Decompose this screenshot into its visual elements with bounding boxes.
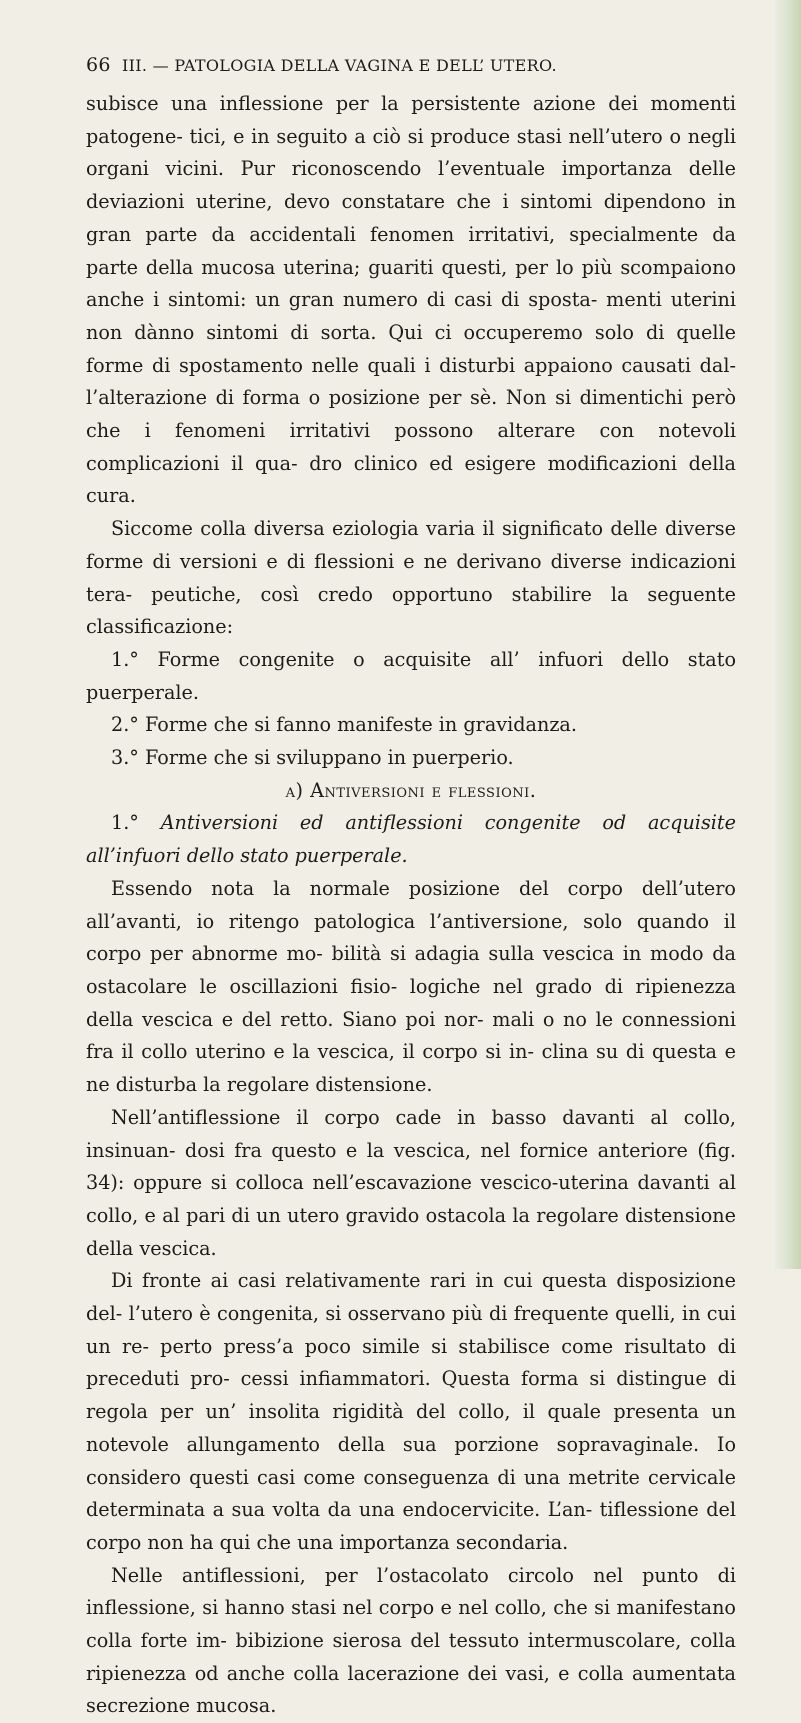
paragraph-1: subisce una inflessione per la persistente azione dei momenti patogene- tici, e in seguito a ciò si produce stasi nell’utero o negli organi vicini. Pur riconoscendo l’eventuale importanza delle deviazioni uterine, devo constatare che i sintomi dipendono in gran parte da accidentali fenomen irritativi, specialmente da parte della mucosa uterina; guariti questi, per lo più scompaiono anche i sintomi: un gran numero di casi di sposta- menti uterini non dànno sintomi di sorta. Qui ci occuperemo solo di quelle forme di spostamento nelle quali i disturbi appaiono causati dal- l’alterazione di forma o posizione per sè. Non si dimentichi però che i fenomeni irritativi possono alterare con notevoli complicazioni il qua- dro clinico ed esigere modificazioni della cura.: [86, 92, 736, 508]
list-item-2: 2.° Forme che si fanno manifeste in gravidanza.: [111, 713, 577, 737]
paragraph-2: Siccome colla diversa eziologia varia il significato delle diverse forme di versioni e di flessioni e ne derivano diverse indicazioni tera- peutiche, così credo opportuno stabilire la seguente classificazione:: [86, 517, 736, 639]
list-item-1: 1.° Forme congenite o acquisite all’ infuori dello stato puerperale.: [86, 647, 736, 704]
subsection-heading: [86, 807, 736, 872]
section-title: α) Antiversioni e flessioni.: [285, 778, 537, 802]
paragraph-3: Essendo nota la normale posizione del corpo dell’utero all’avanti, io ritengo patologica l’antiversione, solo quando il corpo per abnorme mo- bilità si adagia sulla vescica in modo da ostacolare le oscillazioni fisio- logiche nel grado di ripienezza della vescica e del retto. Siano poi nor- mali o no le connessioni fra il collo uterino e la vescica, il corpo si in- clina su di questa e ne disturba la regolare distensione.: [86, 876, 736, 1097]
paragraph-4: Nell’antiflessione il corpo cade in basso davanti al collo, insinuan- dosi fra questo e la vescica, nel fornice anteriore (fig. 34): oppure si colloca nell’escavazione vescico-uterina davanti al collo, e al pari di un utero gravido ostacola la regolare distensione della vescica.: [86, 1105, 736, 1260]
paragraph-5: Di fronte ai casi relativamente rari in cui questa disposizione del- l’utero è congenita, si osservano più di frequente quelli, in cui un re- perto press’a poco simile si stabilisce come risultato di preceduti pro- cessi infiammatori. Questa forma si distingue di regola per un’ insolita rigidità del collo, il quale presenta un notevole allungamento della sua porzione sopravaginale. Io considero questi casi come conseguenza di una metrite cervicale determinata a sua volta da una endocervicite. L’an- tiflessione del corpo non ha qui che una importanza secondaria.: [86, 1269, 736, 1554]
page-number: 66: [86, 54, 111, 76]
running-title: III. — PATOLOGIA DELLA VAGINA E DELL’ UTERO.: [122, 56, 557, 75]
subsection-number: 1.°: [111, 811, 139, 835]
list-item-3: 3.° Forme che si sviluppano in puerperio.: [111, 746, 514, 770]
body-text: [86, 88, 736, 1723]
paragraph-6: Nelle antiflessioni, per l’ostacolato circolo nel punto di inflessione, si hanno stasi nel corpo e nel collo, che si manifestano colla forte im- bibizione sierosa del tessuto intermuscolare, colla ripienezza od anche colla lacerazione dei vasi, e colla aumentata secrezione mucosa.: [86, 1563, 736, 1718]
subsection-title: Antiversioni ed antiflessioni congenite od acquisite all’infuori dello stato puerperale.: [86, 811, 736, 868]
